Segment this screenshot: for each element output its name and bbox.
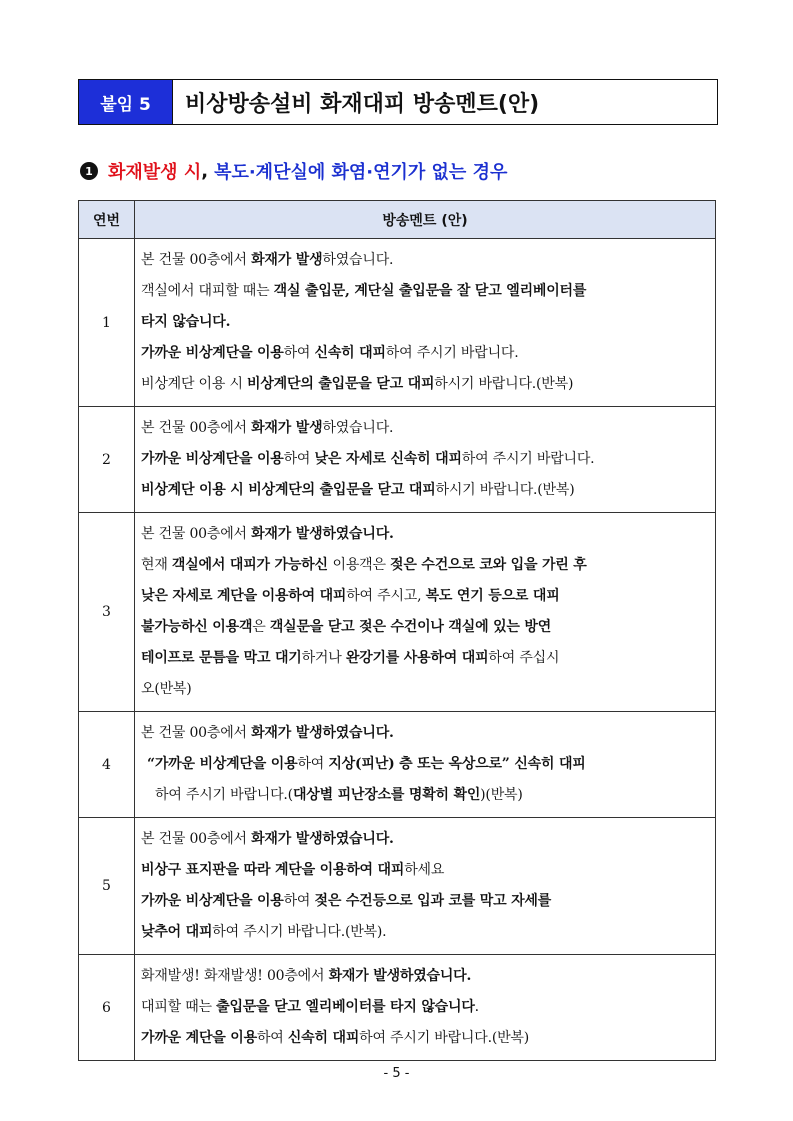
attachment-title-box bbox=[78, 79, 718, 125]
script-line bbox=[141, 886, 709, 917]
broadcast-script-table bbox=[78, 200, 716, 1061]
emphasis-text: 신속히 대피 bbox=[314, 345, 386, 361]
script-line bbox=[141, 992, 709, 1023]
script-line bbox=[141, 245, 709, 276]
emphasis-text: 비상계단 이용 시 비상계단의 출입문을 닫고 대피 bbox=[141, 482, 436, 498]
script-cell bbox=[135, 818, 716, 955]
plain-text: 대피할 때는 bbox=[141, 999, 217, 1015]
script-line bbox=[141, 917, 709, 948]
plain-text: 하였습니다. bbox=[322, 252, 394, 268]
document-title: 비상방송설비 화재대피 방송멘트(안) bbox=[185, 91, 540, 117]
row-number: 4 bbox=[79, 712, 135, 818]
emphasis-text: 객실문을 닫고 젖은 수건이나 객실에 있는 방연 bbox=[269, 619, 552, 635]
emphasis-text: “가까운 비상계단을 이용 bbox=[147, 756, 298, 772]
plain-text: 본 건물 00층에서 bbox=[141, 420, 252, 436]
table-row bbox=[79, 712, 716, 818]
column-header-script: 방송멘트 (안) bbox=[135, 201, 716, 239]
plain-text: 본 건물 00층에서 bbox=[141, 725, 252, 741]
script-line bbox=[141, 1023, 709, 1054]
plain-text: 하거나 bbox=[301, 650, 346, 666]
plain-text: 본 건물 00층에서 bbox=[141, 831, 252, 847]
script-line bbox=[141, 581, 709, 612]
script-line bbox=[141, 718, 709, 749]
script-cell bbox=[135, 712, 716, 818]
script-line bbox=[141, 276, 709, 307]
plain-text: )(반복) bbox=[480, 787, 523, 803]
emphasis-text: 출입문을 닫고 엘리베이터를 타지 않습니다 bbox=[216, 999, 475, 1015]
plain-text: 하여 주십시 bbox=[488, 650, 560, 666]
emphasis-text: 테이프로 문틈을 막고 대기 bbox=[141, 650, 302, 666]
emphasis-text: 타지 않습니다. bbox=[141, 314, 231, 330]
plain-text: 본 건물 00층에서 bbox=[141, 526, 252, 542]
plain-text: 하여 주시기 바랍니다.(반복) bbox=[359, 1030, 529, 1046]
plain-text: 하여 bbox=[283, 893, 315, 909]
row-number: 6 bbox=[79, 955, 135, 1061]
emphasis-text: 화재가 발생 bbox=[251, 252, 323, 268]
script-cell bbox=[135, 955, 716, 1061]
plain-text: 하여 주시기 바랍니다. bbox=[385, 345, 519, 361]
script-line bbox=[141, 824, 709, 855]
plain-text: 하시기 바랍니다.(반복) bbox=[434, 376, 574, 392]
script-line bbox=[141, 338, 709, 369]
section-heading-blue: 복도·계단실에 화염·연기가 없는 경우 bbox=[214, 162, 508, 183]
plain-text: 이용객은 bbox=[332, 557, 391, 573]
emphasis-text: 가까운 비상계단을 이용 bbox=[141, 893, 284, 909]
section-heading bbox=[80, 158, 507, 184]
page-number: - 5 - bbox=[383, 1066, 410, 1081]
plain-text: 화재발생! 화재발생! 00층에서 bbox=[141, 968, 329, 984]
plain-text: 하시기 바랍니다.(반복) bbox=[435, 482, 575, 498]
column-header-number: 연번 bbox=[79, 201, 135, 239]
emphasis-text: 낮추어 대피 bbox=[141, 924, 213, 940]
emphasis-text: 비상계단의 출입문을 닫고 대피 bbox=[247, 376, 435, 392]
plain-text: 하여 bbox=[256, 1030, 288, 1046]
table-row bbox=[79, 407, 716, 513]
plain-text: 오(반복) bbox=[141, 681, 192, 697]
script-line bbox=[141, 674, 709, 705]
emphasis-text: 완강기를 사용하여 대피 bbox=[345, 650, 489, 666]
plain-text: 비상계단 이용 시 bbox=[141, 376, 248, 392]
emphasis-text: 화재가 발생하였습니다. bbox=[251, 831, 394, 847]
emphasis-text: 젖은 수건으로 코와 입을 가린 후 bbox=[390, 557, 587, 573]
table-row bbox=[79, 955, 716, 1061]
plain-text: 하여 주시기 바랍니다.(반복). bbox=[212, 924, 387, 940]
plain-text: 하여 bbox=[283, 451, 315, 467]
plain-text: . bbox=[474, 999, 479, 1015]
emphasis-text: 복도 연기 등으로 대피 bbox=[425, 588, 560, 604]
emphasis-text: 가까운 계단을 이용 bbox=[141, 1030, 257, 1046]
emphasis-text: 화재가 발생하였습니다. bbox=[328, 968, 472, 984]
script-cell bbox=[135, 513, 716, 712]
row-number: 3 bbox=[79, 513, 135, 712]
script-line bbox=[141, 961, 709, 992]
script-line bbox=[141, 369, 709, 400]
emphasis-text: 화재가 발생하였습니다. bbox=[251, 526, 394, 542]
emphasis-text: 낮은 자세로 계단을 이용하여 대피 bbox=[141, 588, 347, 604]
emphasis-text: 객실에서 대피가 가능하신 bbox=[171, 557, 333, 573]
script-line bbox=[141, 855, 709, 886]
emphasis-text: 낮은 자세로 신속히 대피 bbox=[314, 451, 462, 467]
plain-text: 은 bbox=[252, 619, 270, 635]
table-header-row bbox=[79, 201, 716, 239]
script-line bbox=[141, 307, 709, 338]
emphasis-text: 화재가 발생하였습니다. bbox=[251, 725, 394, 741]
emphasis-text: 대상별 피난장소를 명확히 확인 bbox=[292, 787, 481, 803]
attachment-badge: 붙임 5 bbox=[79, 80, 173, 124]
plain-text: 하여 bbox=[283, 345, 315, 361]
emphasis-text: 지상(피난) 층 또는 옥상으로” 신속히 대피 bbox=[328, 756, 586, 772]
plain-text: 하여 bbox=[297, 756, 329, 772]
row-number: 2 bbox=[79, 407, 135, 513]
table-body bbox=[79, 239, 716, 1061]
plain-text: 객실에서 대피할 때는 bbox=[141, 283, 274, 299]
script-line bbox=[141, 643, 709, 674]
table-row bbox=[79, 239, 716, 407]
plain-text: 하세요 bbox=[404, 862, 445, 878]
emphasis-text: 객실 출입문, 계단실 출입문을 잘 닫고 엘리베이터를 bbox=[273, 283, 587, 299]
emphasis-text: 신속히 대피 bbox=[287, 1030, 360, 1046]
emphasis-text: 가까운 비상계단을 이용 bbox=[141, 451, 284, 467]
emphasis-text: 불가능하신 이용객 bbox=[141, 619, 253, 635]
script-cell bbox=[135, 407, 716, 513]
script-line bbox=[141, 475, 709, 506]
script-cell bbox=[135, 239, 716, 407]
row-number: 1 bbox=[79, 239, 135, 407]
plain-text: 하여 주시기 바랍니다.( bbox=[155, 787, 293, 803]
script-line bbox=[141, 612, 709, 643]
emphasis-text: 젖은 수건등으로 입과 코를 막고 자세를 bbox=[314, 893, 552, 909]
script-line bbox=[141, 749, 709, 780]
plain-text: 본 건물 00층에서 bbox=[141, 252, 252, 268]
row-number: 5 bbox=[79, 818, 135, 955]
emphasis-text: 가까운 비상계단을 이용 bbox=[141, 345, 284, 361]
emphasis-text: 비상구 표지판을 따라 계단을 이용하여 대피 bbox=[141, 862, 405, 878]
plain-text: 하였습니다. bbox=[322, 420, 394, 436]
plain-text: 현재 bbox=[141, 557, 172, 573]
number-bullet-icon: 1 bbox=[80, 162, 98, 180]
section-heading-red: 화재발생 시 bbox=[108, 162, 202, 183]
emphasis-text: 화재가 발생 bbox=[251, 420, 323, 436]
plain-text: 하여 주시고, bbox=[346, 588, 426, 604]
script-line bbox=[141, 780, 709, 811]
script-line bbox=[141, 550, 709, 581]
script-line bbox=[141, 413, 709, 444]
script-line bbox=[141, 444, 709, 475]
plain-text: 하여 주시기 바랍니다. bbox=[461, 451, 595, 467]
script-line bbox=[141, 519, 709, 550]
table-row bbox=[79, 513, 716, 712]
table-row bbox=[79, 818, 716, 955]
section-heading-separator: , bbox=[201, 160, 209, 182]
